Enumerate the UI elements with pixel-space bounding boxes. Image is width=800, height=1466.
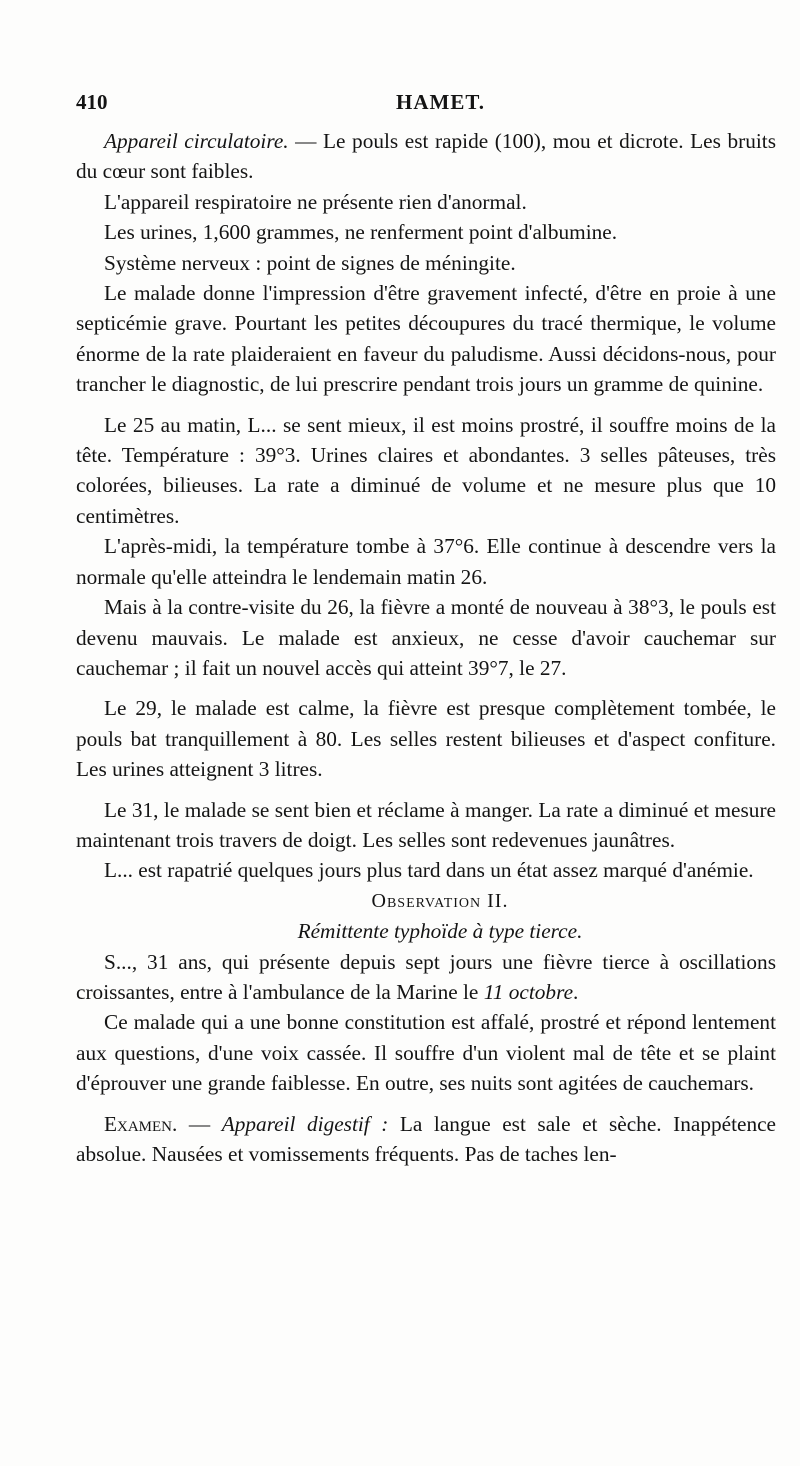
paragraph-respiratory: L'appareil respiratoire ne présente rien d'anormal. (104, 189, 527, 214)
paragraph-examen (76, 1109, 776, 1170)
body-text (76, 126, 776, 1169)
paragraph-afternoon: L'après-midi, la température tombe à 37°6. Elle continue à descendre vers la normale qu'elle atteindra le lendemain matin 26. (76, 534, 776, 589)
observation-subtitle: Rémittente typhoïde à type tierce. (297, 919, 583, 944)
digestive-label: Appareil digestif : (221, 1111, 389, 1136)
paragraph-nervous: Système nerveux : point de signes de méningite. (104, 250, 516, 275)
paragraph-circulatory (76, 126, 776, 187)
paragraph-day-29: Le 29, le malade est calme, la fièvre est presque complètement tombée, le pouls bat tranquillement à 80. Les selles restent bilieuses et d'aspect confiture. Les urines atteignent 3 litres. (76, 696, 776, 782)
examen-text: La langue est sale et sèche. Inappétence absolue. Nausées et vomissements fréquents. Pas de taches len- (76, 1111, 777, 1166)
paragraph-day-31: Le 31, le malade se sent bien et réclame à manger. La rate a diminué et mesure maintenant trois travers de doigt. Les selles sont redevenues jaunâtres. (76, 797, 776, 852)
paragraph-circulatory-text: — Le pouls est rapide (100), mou et dicrote. Les bruits du cœur sont faibles. (76, 129, 776, 184)
examen-label: Examen. (104, 1111, 178, 1136)
observation-title: Observation II. (371, 889, 509, 912)
paragraph-urines: Les urines, 1,600 grammes, ne renferment point d'albumine. (104, 220, 618, 245)
examen-dash: — (177, 1111, 222, 1136)
section-label-circulatory: Appareil circulatoire. (104, 129, 289, 153)
paragraph-contre-visite: Mais à la contre-visite du 26, la fièvre a monté de nouveau à 38°3, le pouls est devenu mauvais. Le malade est anxieux, ne cesse d'avoir cauchemar sur cauchemar ; il fait un nouvel accès qui atteint 39°7, le 27. (76, 595, 776, 680)
admission-date: 11 octobre (483, 979, 574, 1004)
paragraph-repatriated: L... est rapatrié quelques jours plus tard dans un état assez marqué d'anémie. (104, 858, 754, 883)
running-title: HAMET. (396, 90, 486, 114)
paragraph-admission-start: S..., 31 ans, qui présente depuis sept jours une fièvre tierce à oscillations croissantes, entre à l'ambulance de la Marine le (76, 949, 776, 1004)
running-head (76, 90, 760, 120)
paragraph-impression: Le malade donne l'impression d'être gravement infecté, d'être en proie à une septicémie grave. Pourtant les petites découpures du tracé thermique, le volume énorme de la rate plaideraient en faveur du paludisme. Aussi décidons-nous, pour trancher le diagnostic, de lui prescrire pendant trois jours un gramme de quinine. (76, 281, 776, 397)
paragraph-admission (76, 947, 776, 1008)
paragraph-constitution: Ce malade qui a une bonne constitution est affalé, prostré et répond lentement aux questions, d'une voix cassée. Il souffre d'un violent mal de tête et se plaint d'éprouver une grande faiblesse. En outre, ses nuits sont agitées de cauchemars. (76, 1010, 776, 1096)
page-number: 410 (76, 90, 108, 114)
paragraph-admission-end: . (573, 979, 579, 1004)
paragraph-day-25: Le 25 au matin, L... se sent mieux, il est moins prostré, il souffre moins de la tête. Température : 39°3. Urines claires et abondantes. 3 selles pâteuses, très colorées, bilieuses. La rate a diminué de volume et ne mesure plus que 10 centimètres. (76, 412, 776, 528)
